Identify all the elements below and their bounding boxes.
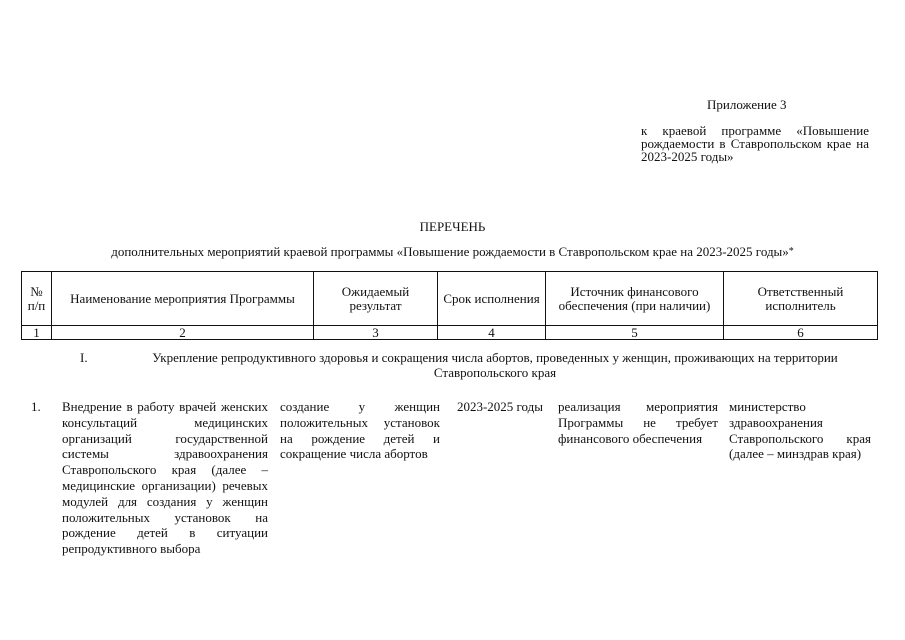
- column-number-cell: 3: [314, 326, 438, 340]
- column-number-row: [22, 326, 878, 340]
- header-cell-term: Срок исполнения: [438, 272, 546, 326]
- header-cell-source: Источник финансового обеспечения (при наличии): [546, 272, 724, 326]
- header-cell-executor: Ответственный исполнитель: [724, 272, 878, 326]
- header-table: [21, 271, 878, 340]
- footnote-mark: *: [788, 246, 794, 257]
- column-number-cell: 6: [724, 326, 878, 340]
- header-row: [22, 272, 878, 326]
- appendix-subtitle: к краевой программе «Повышение рождаемости в Ставропольском крае на 2023-2025 годы»: [641, 123, 869, 164]
- document-subtitle-text: дополнительных мероприятий краевой программы «Повышение рождаемости в Ставропольском крае на 2023-2025 годы»: [111, 244, 789, 259]
- column-number-cell: 5: [546, 326, 724, 340]
- row-number: 1.: [31, 399, 41, 414]
- header-cell-number: № п/п: [22, 272, 52, 326]
- row-funding-source: реализация мероприятия Программы не требует финансового обеспечения: [558, 399, 718, 446]
- column-number-cell: 2: [52, 326, 314, 340]
- header-cell-result: Ожидаемый результат: [314, 272, 438, 326]
- document-title: ПЕРЕЧЕНЬ: [419, 219, 486, 234]
- row-executor: министерство здравоохранения Ставропольского края (далее – минздрав края): [729, 399, 871, 462]
- section-title: Укрепление репродуктивного здоровья и сокращения числа абортов, проведенных у женщин, проживающих на территории Ставропольского края: [152, 350, 838, 380]
- row-term: 2023-2025 годы: [456, 399, 544, 414]
- column-number-cell: 1: [22, 326, 52, 340]
- appendix-title: Приложение 3: [707, 97, 787, 112]
- row-expected-result: создание у женщин положительных установок на рождение детей и сокращение числа абортов: [280, 399, 440, 462]
- document-subtitle: [30, 244, 875, 259]
- column-number-cell: 4: [438, 326, 546, 340]
- row-measure-name: Внедрение в работу врачей женских консультаций медицинских организаций государственной системы здравоохранения Ставропольского края (далее – медицинские организации) речевых модулей для создания у женщин положительных установок на рождение детей в ситуации репродуктивного выбора: [62, 399, 268, 557]
- header-cell-name: Наименование мероприятия Программы: [52, 272, 314, 326]
- section-number: I.: [80, 350, 88, 365]
